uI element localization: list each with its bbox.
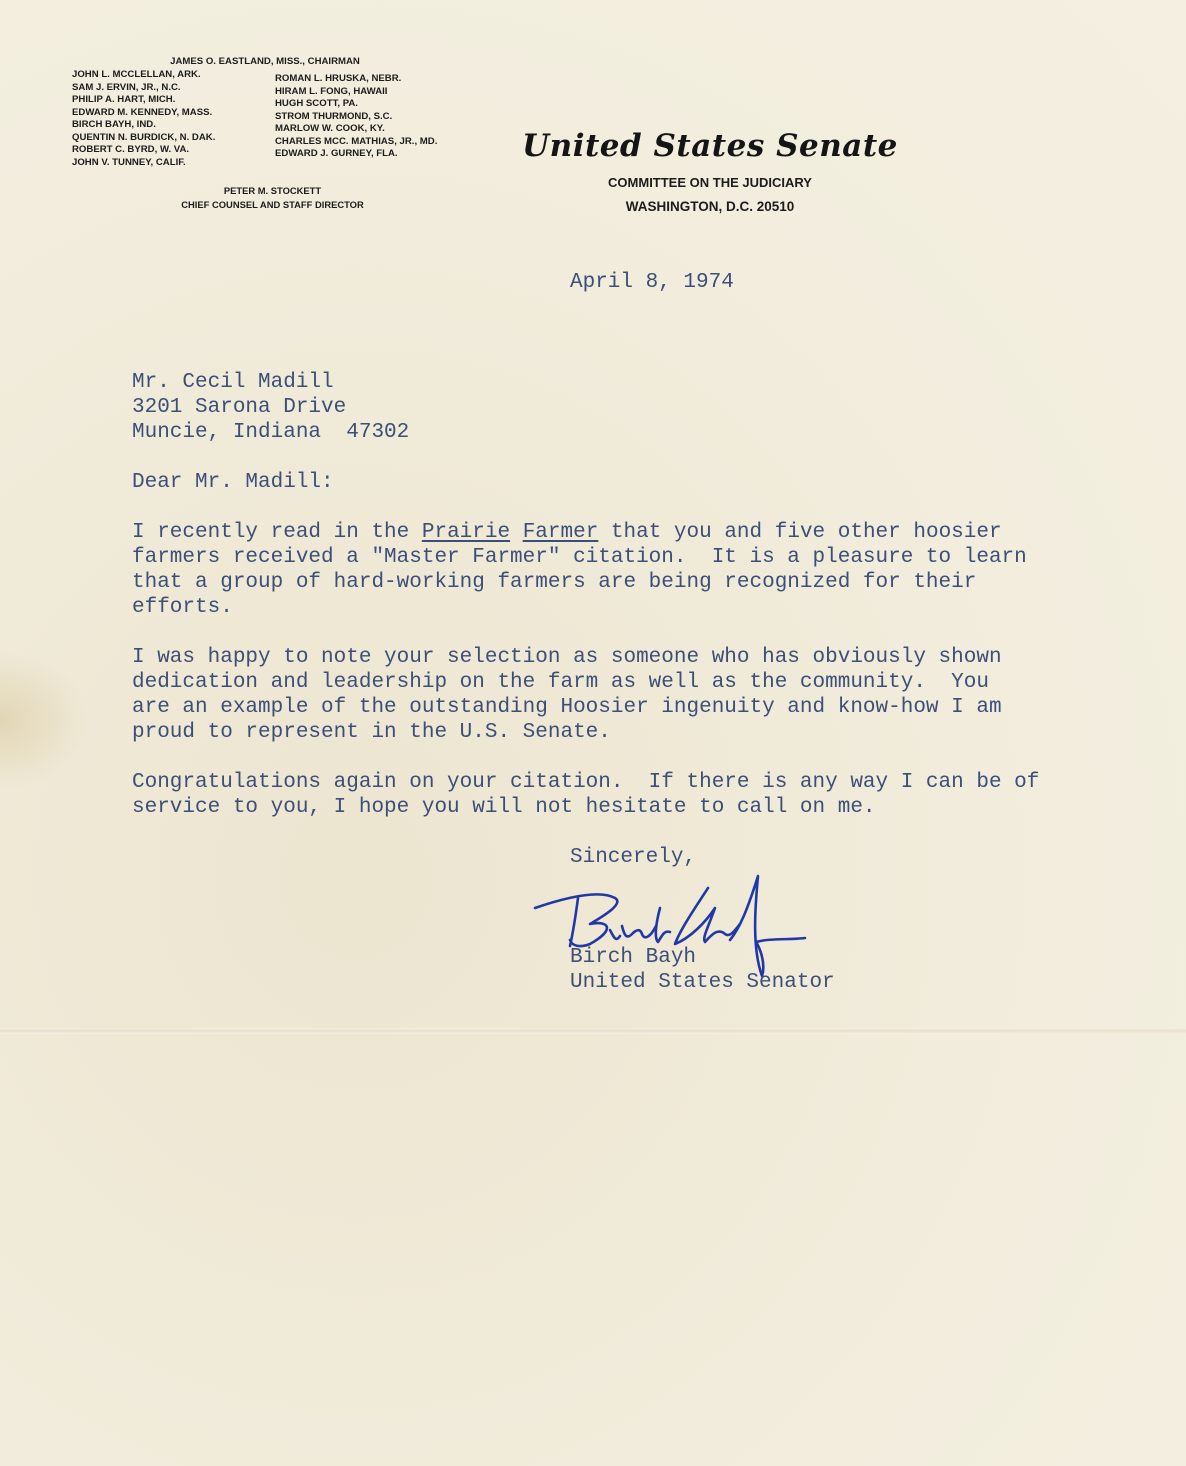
member: JOHN L. MCCLELLAN, ARK. bbox=[72, 69, 201, 80]
counsel-name: PETER M. STOCKETT bbox=[223, 185, 322, 196]
publication-title: Prairie bbox=[421, 521, 511, 544]
chairman: JAMES O. EASTLAND, MISS., CHAIRMAN bbox=[170, 56, 360, 67]
chief-counsel bbox=[100, 184, 445, 212]
paragraph-2 bbox=[132, 645, 1002, 745]
letter-date: April 8, 1974 bbox=[570, 271, 734, 294]
member: ROBERT C. BYRD, W. VA. bbox=[72, 144, 190, 155]
member: EDWARD J. GURNEY, FLA. bbox=[275, 148, 398, 159]
counsel-title: CHIEF COUNSEL AND STAFF DIRECTOR bbox=[181, 199, 364, 210]
line: service to you, I hope you will not hesitate to call on me. bbox=[132, 796, 876, 819]
member: SAM J. ERVIN, JR., N.C. bbox=[72, 81, 181, 93]
signer-title: United States Senator bbox=[570, 971, 835, 994]
member: STROM THURMOND, S.C. bbox=[275, 110, 393, 122]
line: dedication and leadership on the farm as well as the community. You bbox=[132, 671, 989, 694]
committee-address: WASHINGTON, D.C. 20510 bbox=[625, 199, 795, 214]
recipient-address bbox=[132, 370, 409, 445]
text: that you and five other hoosier bbox=[598, 521, 1002, 544]
member: BIRCH BAYH, IND. bbox=[72, 119, 156, 130]
member: EDWARD M. KENNEDY, MASS. bbox=[72, 106, 213, 118]
paragraph-3 bbox=[132, 770, 1039, 820]
salutation: Dear Mr. Madill: bbox=[132, 471, 334, 494]
closing: Sincerely, bbox=[570, 846, 697, 869]
line: Congratulations again on your citation. If there is any way I can be of bbox=[132, 771, 1040, 794]
member: HIRAM L. FONG, HAWAII bbox=[275, 85, 388, 97]
members-right bbox=[275, 73, 437, 161]
recipient-line: 3201 Sarona Drive bbox=[132, 396, 347, 419]
line: are an example of the outstanding Hoosier ingenuity and know-how I am bbox=[132, 696, 1002, 719]
line: that a group of hard-working farmers are being recognized for their bbox=[132, 571, 977, 594]
recipient-line: Mr. Cecil Madill bbox=[132, 371, 334, 394]
paper-stain bbox=[0, 650, 90, 790]
line: proud to represent in the U.S. Senate. bbox=[132, 721, 611, 744]
line: I was happy to note your selection as someone who has obviously shown bbox=[132, 646, 1002, 669]
paragraph-1 bbox=[132, 520, 1027, 620]
committee-name: COMMITTEE ON THE JUDICIARY bbox=[608, 175, 812, 190]
institution-title: United States Senate bbox=[522, 128, 898, 164]
member: MARLOW W. COOK, KY. bbox=[275, 123, 385, 134]
signer-name: Birch Bayh bbox=[570, 946, 697, 969]
recipient-line: Muncie, Indiana 47302 bbox=[132, 421, 410, 444]
member: JOHN V. TUNNEY, CALIF. bbox=[72, 156, 186, 168]
line: efforts. bbox=[132, 596, 233, 619]
text: I recently read in the bbox=[132, 521, 422, 544]
member: CHARLES MCC. MATHIAS, JR., MD. bbox=[275, 135, 438, 147]
line: farmers received a "Master Farmer" citation. It is a pleasure to learn bbox=[132, 546, 1027, 569]
signer-block bbox=[570, 945, 835, 995]
member: QUENTIN N. BURDICK, N. DAK. bbox=[72, 131, 216, 143]
member: PHILIP A. HART, MICH. bbox=[72, 94, 176, 105]
members-left bbox=[72, 69, 215, 169]
member: HUGH SCOTT, PA. bbox=[275, 98, 358, 109]
publication-title: Farmer bbox=[522, 521, 599, 544]
paper-fold bbox=[0, 1028, 1186, 1034]
member: ROMAN L. HRUSKA, NEBR. bbox=[275, 73, 402, 84]
